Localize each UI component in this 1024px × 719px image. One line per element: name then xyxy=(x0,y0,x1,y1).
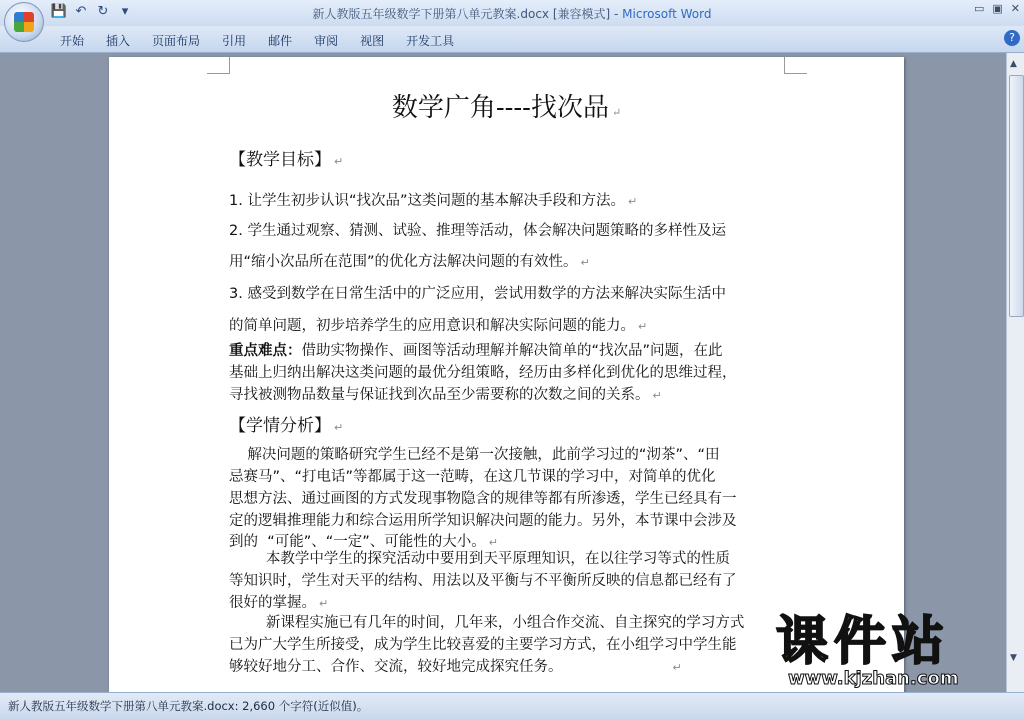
customize-qat-icon[interactable]: ▾ xyxy=(121,4,129,19)
tab-page-layout[interactable]: 页面布局 xyxy=(152,34,201,48)
analysis-line-5: 到的 “可能”、“一定”、可能性的大小。 ↵ xyxy=(229,534,498,550)
document-heading: 数学广角----找次品 ↵ xyxy=(391,93,622,123)
document-workspace xyxy=(0,53,1006,692)
help-icon[interactable]: ? xyxy=(1004,30,1020,46)
analysis-c-line-1: 新课程实施已有几年的时间，几年来，小组合作交流、自主探究的学习方式 xyxy=(229,615,745,631)
section-heading-goals: 【教学目标】 ↵ xyxy=(229,150,344,170)
analysis-b-line-3: 很好的掌握。 ↵ xyxy=(229,595,329,611)
document-page[interactable] xyxy=(109,57,904,692)
close-icon[interactable]: ✕ xyxy=(1010,2,1020,15)
goal-2-line-2: 用“缩小次品所在范围”的优化方法解决问题的有效性。 ↵ xyxy=(229,254,590,270)
restore-icon[interactable]: ▣ xyxy=(992,2,1003,15)
window-title xyxy=(0,5,1024,22)
analysis-line-3: 思想方法、通过画图的方式发现事物隐含的规律等都有所渗透，学生已经具有一 xyxy=(229,491,737,507)
office-logo-icon xyxy=(14,12,34,32)
key-points-line-3: 寻找被测物品数量与保证找到次品至少需要称的次数之间的关系。 ↵ xyxy=(229,387,662,403)
goal-2-line-1: 2. 学生通过观察、猜测、试验、推理等活动，体会解决问题策略的多样性及运 xyxy=(229,223,726,239)
analysis-b-line-1: 本教学中学生的探究活动中要用到天平原理知识，在以往学习等式的性质 xyxy=(229,551,730,567)
tab-references[interactable]: 引用 xyxy=(222,34,247,48)
margin-corner-left xyxy=(207,57,230,74)
analysis-c-line-3: 够较好地分工、合作、交流，较好地完成探究任务。 ↵ xyxy=(229,659,682,675)
vertical-scrollbar[interactable] xyxy=(1006,53,1024,692)
watermark-text: 课件站 xyxy=(776,612,951,672)
app-name: Microsoft Word xyxy=(622,7,712,21)
tab-home[interactable]: 开始 xyxy=(60,34,85,48)
analysis-line-4: 定的逻辑推理能力和综合运用所学知识解决问题的能力。另外，本节课中会涉及 xyxy=(229,513,737,529)
margin-corner-right xyxy=(784,57,807,74)
analysis-line-1: 解决问题的策略研究学生已经不是第一次接触，此前学习过的“沏茶”、“田 xyxy=(229,447,720,463)
goal-3-line-1: 3. 感受到数学在日常生活中的广泛应用，尝试用数学的方法来解决实际生活中 xyxy=(229,286,726,302)
save-icon[interactable]: 💾 xyxy=(50,4,68,19)
goal-1: 1. 让学生初步认识“找次品”这类问题的基本解决手段和方法。 ↵ xyxy=(229,193,638,209)
key-points-line-1: 重点难点：借助实物操作、画图等活动理解并解决简单的“找次品”问题，在此 xyxy=(229,343,723,359)
goal-3-line-2: 的简单问题，初步培养学生的应用意识和解决实际问题的能力。 ↵ xyxy=(229,318,648,334)
tab-insert[interactable]: 插入 xyxy=(106,34,131,48)
redo-icon[interactable]: ↻ xyxy=(97,4,109,19)
section-heading-analysis: 【学情分析】 ↵ xyxy=(229,416,344,436)
tab-review[interactable]: 审阅 xyxy=(314,34,339,48)
watermark-url: www.kjzhan.com xyxy=(788,668,959,689)
tab-developer[interactable]: 开发工具 xyxy=(406,34,455,48)
ribbon-tabs xyxy=(0,26,1024,53)
watermark-logo xyxy=(776,614,1004,692)
analysis-c-line-2: 已为广大学生所接受，成为学生比较喜爱的主要学习方式，在小组学习中学生能 xyxy=(229,637,737,653)
tab-view[interactable]: 视图 xyxy=(360,34,385,48)
tab-mailings[interactable]: 邮件 xyxy=(268,34,293,48)
title-bar xyxy=(0,0,1024,26)
undo-icon[interactable]: ↶ xyxy=(75,4,87,19)
analysis-b-line-2: 等知识时，学生对天平的结构、用法以及平衡与不平衡所反映的信息都已经有了 xyxy=(229,573,737,589)
scroll-thumb[interactable] xyxy=(1009,75,1024,317)
window-controls xyxy=(974,2,1020,15)
title-separator: - xyxy=(610,7,623,21)
analysis-line-2: 忌赛马”、“打电话”等都属于这一范畴，在这几节课的学习中，对简单的优化 xyxy=(229,469,716,485)
minimize-icon[interactable]: ▭ xyxy=(973,2,985,15)
office-button[interactable] xyxy=(4,2,44,42)
key-points-line-2: 基础上归纳出解决这类问题的最优分组策略，经历由多样化到优化的思维过程， xyxy=(229,365,737,381)
status-text: 新人教版五年级数学下册第八单元教案.docx: 2,660 个字符(近似值)。 xyxy=(8,699,369,713)
scroll-down-icon[interactable]: ▼ xyxy=(1010,653,1017,663)
scroll-up-icon[interactable]: ▲ xyxy=(1010,59,1017,69)
document-name: 新人教版五年级数学下册第八单元教案.docx [兼容模式] xyxy=(312,7,611,21)
status-bar xyxy=(0,692,1024,719)
